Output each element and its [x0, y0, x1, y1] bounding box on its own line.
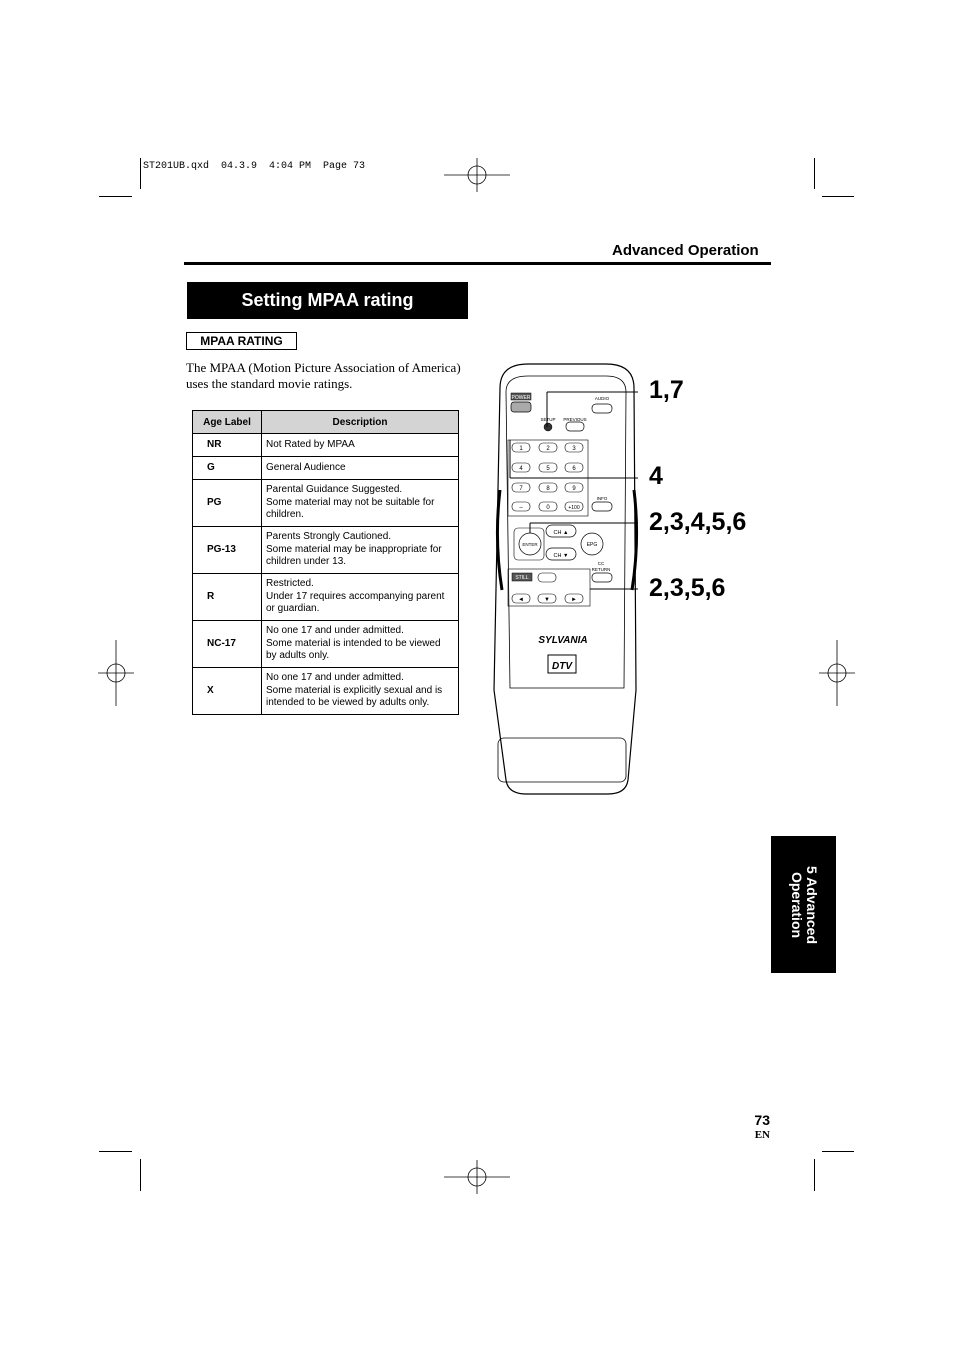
intro-paragraph: The MPAA (Motion Picture Association of America) uses the standard movie ratings. — [186, 360, 461, 391]
svg-text:7: 7 — [519, 486, 523, 492]
table-row — [193, 621, 459, 668]
setup-label: SETUP — [540, 417, 556, 422]
svg-text:▼: ▼ — [544, 597, 550, 603]
table-row — [193, 434, 459, 457]
crop-mark — [140, 158, 141, 189]
return-button[interactable] — [592, 573, 612, 582]
table-row — [193, 480, 459, 527]
registration-mark — [819, 640, 855, 706]
registration-mark — [444, 1160, 510, 1194]
svg-text:4: 4 — [519, 466, 523, 472]
svg-text:3: 3 — [572, 446, 576, 452]
svg-text:8: 8 — [546, 486, 550, 492]
audio-button[interactable] — [592, 404, 612, 413]
page-number: 73 — [754, 1112, 770, 1128]
rating-label: G — [193, 457, 262, 480]
file-slug: ST201UB.qxd 04.3.9 4:04 PM Page 73 — [143, 161, 366, 172]
svg-text:+100: +100 — [568, 505, 580, 511]
info-button[interactable] — [592, 502, 612, 511]
table-row — [193, 457, 459, 480]
info-label: INFO — [596, 496, 608, 501]
svg-text:2: 2 — [546, 446, 550, 452]
registration-mark — [444, 158, 510, 192]
step-marker: 4 — [649, 462, 663, 490]
rating-label: R — [193, 574, 262, 621]
language-code: EN — [754, 1129, 770, 1141]
chapter-tab — [771, 836, 836, 973]
svg-text:9: 9 — [572, 486, 576, 492]
rating-description: Restricted. Under 17 requires accompanying parent or guardian. — [262, 574, 459, 621]
cc-label: CC — [597, 561, 605, 566]
step-marker: 2,3,5,6 — [649, 574, 726, 602]
table-row — [193, 574, 459, 621]
chapter-tab-line: 5 Advanced — [803, 865, 820, 944]
crop-mark — [99, 1151, 132, 1152]
svg-text:1: 1 — [519, 446, 523, 452]
epg-label: EPG — [586, 542, 598, 548]
svg-text:5: 5 — [546, 466, 550, 472]
previous-button[interactable] — [566, 422, 584, 431]
svg-text:6: 6 — [572, 466, 576, 472]
remote-illustration — [488, 360, 648, 800]
rating-label: PG-13 — [193, 527, 262, 574]
section-header: Advanced Operation — [612, 242, 759, 259]
rating-label: NR — [193, 434, 262, 457]
rating-description: Parental Guidance Suggested. Some material may not be suitable for children. — [262, 480, 459, 527]
return-label: RETURN — [591, 567, 611, 572]
registration-mark — [98, 640, 134, 706]
crop-mark — [822, 1151, 854, 1152]
crop-mark — [814, 158, 815, 189]
svg-text:►: ► — [571, 597, 577, 603]
setup-button[interactable] — [544, 423, 552, 431]
step-marker: 2,3,4,5,6 — [649, 508, 747, 536]
enter-label: ENTER — [522, 542, 538, 547]
channel-down-label: CH ▼ — [553, 553, 569, 559]
rating-label: PG — [193, 480, 262, 527]
header-rule — [184, 262, 771, 265]
brand-logo: SYLVANIA — [538, 635, 588, 646]
svg-text:◄: ◄ — [518, 597, 524, 603]
ratings-table — [192, 410, 459, 715]
dtv-logo: DTV — [552, 661, 572, 672]
still-label: STILL — [515, 575, 529, 581]
subsection-label: MPAA RATING — [186, 332, 297, 350]
rating-description: Parents Strongly Cautioned. Some material may be inappropriate for children under 13. — [262, 527, 459, 574]
audio-label: AUDIO — [594, 396, 610, 401]
table-row — [193, 668, 459, 715]
rating-description: General Audience — [262, 457, 459, 480]
step-marker: 1,7 — [649, 376, 684, 404]
table-header-row — [193, 411, 459, 434]
crop-mark — [140, 1159, 141, 1191]
rating-label: NC-17 — [193, 621, 262, 668]
crop-mark — [814, 1159, 815, 1191]
channel-up-label: CH ▲ — [553, 530, 569, 536]
rating-description: No one 17 and under admitted. Some material is explicitly sexual and is intended to be viewed by adults only. — [262, 668, 459, 715]
rating-label: X — [193, 668, 262, 715]
power-label: POWER — [511, 395, 531, 401]
rating-description: No one 17 and under admitted. Some material is intended to be viewed by adults only. — [262, 621, 459, 668]
crop-mark — [822, 196, 854, 197]
svg-text:0: 0 — [546, 505, 550, 511]
column-header-age-label: Age Label — [193, 411, 262, 434]
rating-description: Not Rated by MPAA — [262, 434, 459, 457]
chapter-tab-line: Operation — [788, 871, 805, 938]
svg-text:–: – — [519, 505, 523, 511]
table-row — [193, 527, 459, 574]
column-header-description: Description — [262, 411, 459, 434]
still-button[interactable] — [538, 573, 556, 582]
crop-mark — [99, 196, 132, 197]
page-title: Setting MPAA rating — [187, 282, 468, 319]
previous-label: PREVIOUS — [563, 417, 587, 422]
power-button[interactable] — [511, 402, 531, 412]
